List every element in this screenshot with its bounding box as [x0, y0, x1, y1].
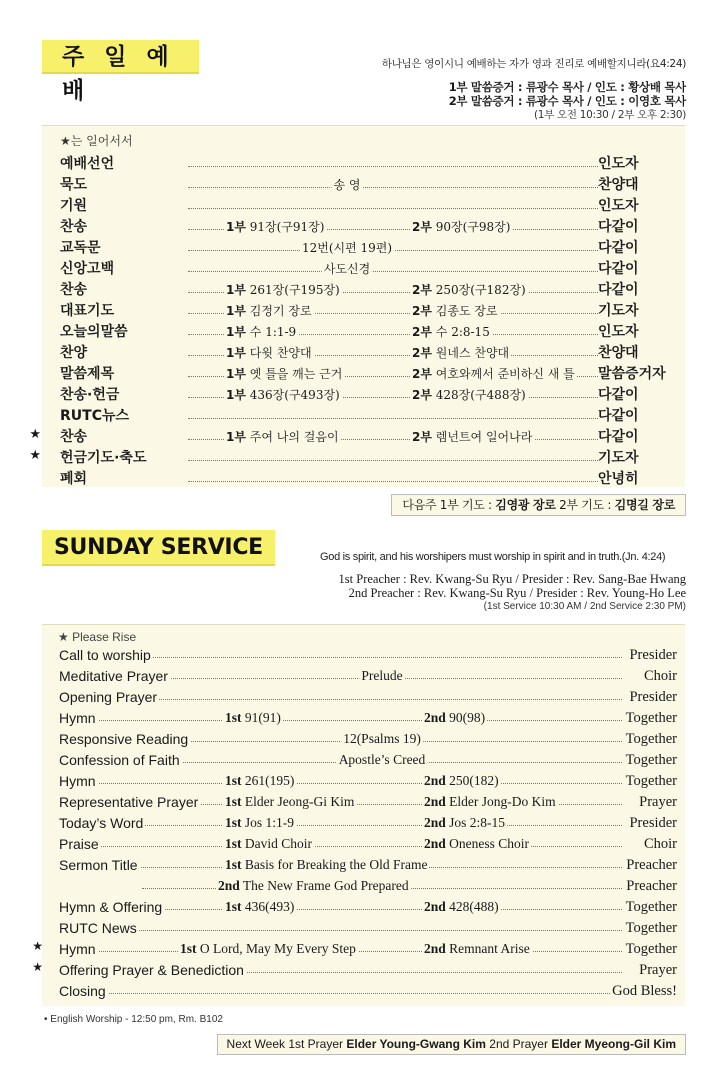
korean-second-service-text: 90장(구98장)	[435, 220, 511, 234]
korean-first-service-detail	[224, 280, 342, 301]
korean-item-label: 교독문	[60, 240, 101, 256]
english-second-service-text: Remnant Arise	[449, 941, 530, 956]
korean-row	[42, 301, 685, 322]
english-rise-note: ★ Please Rise	[58, 630, 137, 644]
english-role-label: Choir	[643, 668, 677, 684]
english-item-label: Hymn	[59, 773, 96, 789]
english-row	[42, 897, 685, 917]
english-first-service-marker: 1st	[225, 710, 242, 725]
korean-preacher-1: 1부 말씀증거 : 류광수 목사 / 인도 : 황상배 목사	[448, 80, 686, 94]
korean-role-label: 다같이	[598, 408, 639, 424]
korean-second-service-marker: 2부	[412, 346, 432, 360]
korean-row	[42, 196, 685, 217]
korean-row	[42, 385, 685, 406]
korean-leader-line	[188, 208, 598, 209]
english-second-service-text: Elder Jong-Do Kim	[449, 794, 556, 809]
korean-item-label: 대표기도	[60, 303, 115, 319]
korean-row	[42, 154, 685, 175]
korean-item-label: 묵도	[60, 177, 88, 193]
korean-role-label: 인도자	[598, 324, 639, 340]
korean-second-service-text: 원네스 찬양대	[435, 346, 510, 360]
korean-item-label: RUTC뉴스	[60, 408, 130, 424]
english-first-service-detail	[223, 834, 314, 854]
korean-second-service-marker: 2부	[412, 325, 432, 339]
english-second-service-detail	[422, 897, 501, 917]
korean-second-service-detail	[410, 343, 511, 364]
english-item-detail: Apostle’s Creed	[337, 750, 428, 770]
english-item-label: Hymn	[59, 710, 96, 726]
korean-second-service-detail	[410, 322, 492, 343]
english-first-service-text: Jos 1:1-9	[244, 815, 295, 830]
english-second-service-detail	[422, 939, 532, 959]
english-first-service-text: 436(493)	[244, 899, 295, 914]
english-first-service-detail	[223, 813, 296, 833]
english-first-service-marker: 1st	[225, 857, 242, 872]
english-role-label: Prayer	[639, 794, 677, 810]
korean-leader-line	[188, 166, 598, 167]
korean-role-label: 기도자	[598, 303, 639, 319]
korean-rise-note: ★는 일어서서	[60, 134, 133, 148]
english-row	[42, 981, 685, 1001]
english-second-service-text: Jos 2:8-15	[449, 815, 506, 830]
korean-role-label: 기도자	[598, 450, 639, 466]
korean-second-service-marker: 2부	[412, 283, 432, 297]
korean-rise-star: ★	[29, 427, 41, 442]
english-row	[42, 834, 685, 854]
english-row	[42, 813, 685, 833]
english-row	[42, 855, 685, 875]
korean-next-week-prefix: 다음주 1부 기도 :	[402, 498, 496, 512]
english-next-week-elder-1: Elder Young-Gwang Kim	[346, 1037, 486, 1051]
english-second-service-text: 428(488)	[449, 899, 499, 914]
korean-item-label: 신앙고백	[60, 261, 115, 277]
korean-first-service-detail	[224, 217, 326, 238]
english-leader-line	[57, 930, 622, 931]
korean-verse: 하나님은 영이시니 예배하는 자가 영과 진리로 예배할지니라(요4:24)	[381, 58, 686, 70]
english-second-service-text: 250(182)	[449, 773, 499, 788]
korean-row	[29, 427, 685, 448]
korean-first-service-detail	[224, 385, 342, 406]
korean-role-label: 다같이	[598, 219, 639, 235]
english-order-of-service	[32, 624, 685, 1006]
english-first-service-text: Elder Jeong-Gi Kim	[244, 794, 355, 809]
korean-second-service-text: 렘넌트여 일어나라	[435, 430, 533, 444]
english-first-service-marker: 1st	[225, 794, 242, 809]
english-row	[32, 960, 685, 980]
english-next-week-prayer	[217, 1034, 686, 1055]
english-role-label: Together	[625, 941, 677, 957]
english-first-service-detail	[223, 771, 296, 791]
english-row	[42, 645, 685, 665]
korean-second-service-detail	[410, 301, 500, 322]
korean-second-service-detail	[410, 364, 577, 385]
korean-first-service-marker: 1부	[226, 430, 246, 444]
korean-item-label: 찬송	[60, 282, 88, 298]
english-second-service-detail	[422, 771, 501, 791]
english-first-service-marker: 1st	[225, 773, 242, 788]
korean-role-label: 인도자	[598, 156, 639, 172]
english-second-service-marker: 2nd	[424, 899, 446, 914]
english-item-label: Opening Prayer	[59, 689, 158, 705]
english-row	[42, 687, 685, 707]
korean-second-service-marker: 2부	[412, 430, 432, 444]
english-first-service-marker: 1st	[225, 815, 242, 830]
english-second-service-marker: 2nd	[424, 773, 446, 788]
korean-item-detail: 사도신경	[322, 259, 372, 280]
korean-first-service-detail	[224, 301, 314, 322]
english-second-service-marker: 2nd	[424, 794, 446, 809]
korean-first-service-marker: 1부	[226, 325, 246, 339]
korean-first-service-detail	[224, 343, 314, 364]
english-preacher-1: 1st Preacher : Rev. Kwang-Su Ryu / Presider : Rev. Sang-Bae Hwang	[338, 572, 686, 586]
english-item-label: Praise	[59, 836, 99, 852]
english-item-label: Hymn & Offering	[59, 899, 163, 915]
english-worship-note: • English Worship - 12:50 pm, Rm. B102	[44, 1014, 223, 1025]
korean-item-label: 찬송	[60, 219, 88, 235]
english-role-label: Presider	[629, 815, 677, 831]
english-verse: God is spirit, and his worshipers must worship in spirit and in truth.(Jn. 4:24)	[320, 551, 666, 563]
korean-first-service-text: 옛 틀을 깨는 근거	[249, 367, 343, 381]
korean-second-service-detail	[410, 217, 512, 238]
english-service-times: (1st Service 10:30 AM / 2nd Service 2:30 PM)	[483, 601, 686, 612]
english-role-label: Together	[625, 773, 677, 789]
korean-role-label: 다같이	[598, 429, 639, 445]
korean-next-week-elder-2: 김명길 장로	[614, 498, 675, 512]
english-first-service-text: O Lord, May My Every Step	[199, 941, 356, 956]
korean-row	[42, 280, 685, 301]
english-row	[42, 771, 685, 791]
korean-service-times: (1부 오전 10:30 / 2부 오후 2:30)	[533, 109, 686, 121]
korean-first-service-marker: 1부	[226, 388, 246, 402]
korean-second-service-text: 250장(구182장)	[435, 283, 526, 297]
english-next-week-prefix: Next Week 1st Prayer	[226, 1037, 347, 1051]
english-first-service-detail	[223, 897, 296, 917]
english-role-label: God Bless!	[612, 983, 677, 999]
english-second-service-text: 90(98)	[449, 710, 486, 725]
korean-role-label: 다같이	[598, 240, 639, 256]
english-row	[42, 918, 685, 938]
korean-first-service-marker: 1부	[226, 220, 246, 234]
korean-first-service-text: 91장(구91장)	[249, 220, 325, 234]
korean-item-label: 찬송	[60, 429, 88, 445]
korean-leader-line	[188, 481, 598, 482]
english-item-label: Today’s Word	[59, 815, 144, 831]
english-row	[42, 666, 685, 686]
english-first-service-text: 91(91)	[244, 710, 281, 725]
english-row	[42, 876, 685, 896]
english-item-label: Representative Prayer	[59, 794, 199, 810]
korean-preachers	[449, 80, 686, 122]
english-second-service-marker: 2nd	[424, 941, 446, 956]
english-first-service-detail	[178, 939, 358, 959]
korean-row	[29, 448, 685, 469]
korean-second-service-marker: 2부	[412, 388, 432, 402]
english-row	[42, 750, 685, 770]
korean-leader-line	[188, 460, 598, 461]
korean-second-service-marker: 2부	[412, 220, 432, 234]
korean-row	[42, 364, 685, 385]
korean-item-detail: 12번(시편 19편)	[300, 238, 394, 259]
korean-item-label: 기원	[60, 198, 88, 214]
korean-row	[42, 406, 685, 427]
korean-first-service-detail	[224, 322, 298, 343]
korean-item-detail: 송 영	[332, 175, 363, 196]
korean-second-service-detail	[410, 427, 534, 448]
korean-row	[42, 343, 685, 364]
korean-role-label: 다같이	[598, 282, 639, 298]
english-role-label: Together	[625, 899, 677, 915]
korean-first-service-text: 주여 나의 걸음이	[249, 430, 339, 444]
korean-second-service-marker: 2부	[412, 304, 432, 318]
english-service-title: SUNDAY SERVICE	[42, 530, 275, 566]
english-item-label: Sermon Title	[59, 857, 138, 873]
english-first-service-marker: 1st	[225, 836, 242, 851]
english-first-service-text: The New Frame God Prepared	[242, 878, 409, 893]
korean-first-service-text: 김정기 장로	[249, 304, 312, 318]
korean-second-service-detail	[410, 385, 528, 406]
english-first-service-marker: 1st	[225, 899, 242, 914]
english-second-service-marker: 2nd	[424, 710, 446, 725]
english-row	[32, 939, 685, 959]
english-preachers	[339, 572, 686, 614]
korean-order-of-service	[29, 125, 685, 487]
korean-first-service-text: 다윗 찬양대	[249, 346, 312, 360]
english-second-service-marker: 2nd	[424, 815, 446, 830]
korean-second-service-text: 수 2:8-15	[435, 325, 490, 339]
korean-second-service-text: 김종도 장로	[435, 304, 498, 318]
english-first-service-text: 261(195)	[244, 773, 295, 788]
english-item-detail: Prelude	[359, 666, 404, 686]
english-role-label: Prayer	[639, 962, 677, 978]
english-next-week-elder-2: Elder Myeong-Gil Kim	[551, 1037, 676, 1051]
korean-first-service-marker: 1부	[226, 367, 246, 381]
english-first-service-detail	[216, 876, 411, 896]
korean-role-label: 찬양대	[598, 177, 639, 193]
korean-first-service-marker: 1부	[226, 283, 246, 297]
english-second-service-detail	[422, 708, 487, 728]
korean-first-service-text: 수 1:1-9	[249, 325, 297, 339]
korean-role-label: 안녕히	[598, 471, 639, 487]
english-role-label: Preacher	[626, 857, 677, 873]
korean-role-label: 인도자	[598, 198, 639, 214]
korean-next-week-prayer	[391, 494, 686, 516]
korean-first-service-marker: 1부	[226, 304, 246, 318]
korean-second-service-text: 여호와께서 준비하신 새 틀	[435, 367, 575, 381]
english-item-label: Closing	[59, 983, 106, 999]
english-leader-line	[57, 783, 622, 784]
korean-row	[42, 175, 685, 196]
english-row	[42, 729, 685, 749]
korean-row	[42, 469, 685, 490]
korean-row	[42, 259, 685, 280]
english-second-service-text: Oneness Choir	[449, 836, 530, 851]
english-role-label: Together	[625, 920, 677, 936]
english-item-label: Call to worship	[59, 647, 151, 663]
korean-role-label: 다같이	[598, 387, 639, 403]
english-first-service-marker: 2nd	[218, 878, 240, 893]
korean-item-label: 예배선언	[60, 156, 115, 172]
english-leader-line	[57, 846, 622, 847]
korean-first-service-text: 436장(구493장)	[249, 388, 340, 402]
korean-first-service-text: 261장(구195장)	[249, 283, 340, 297]
korean-next-week-elder-1: 김영광 장로	[495, 498, 556, 512]
korean-leader-line	[188, 271, 598, 272]
english-second-service-detail	[422, 792, 558, 812]
korean-leader-line	[188, 418, 598, 419]
korean-item-label: 헌금기도·축도	[60, 450, 147, 466]
english-role-label: Together	[625, 731, 677, 747]
english-item-label: Offering Prayer & Benediction	[59, 962, 244, 978]
english-rise-star: ★	[32, 939, 43, 953]
korean-rise-star: ★	[29, 448, 41, 463]
korean-preacher-2: 2부 말씀증거 : 류광수 목사 / 인도 : 이영호 목사	[448, 94, 686, 108]
english-item-label: Meditative Prayer	[59, 668, 168, 684]
english-leader-line	[57, 720, 622, 721]
korean-second-service-marker: 2부	[412, 367, 432, 381]
english-second-service-detail	[422, 813, 507, 833]
english-role-label: Together	[625, 752, 677, 768]
english-next-week-mid: 2nd Prayer	[485, 1037, 552, 1051]
english-first-service-text: David Choir	[244, 836, 312, 851]
english-first-service-detail	[223, 708, 283, 728]
english-row	[42, 708, 685, 728]
english-first-service-detail	[223, 792, 356, 812]
korean-service-title: 주 일 예 배	[42, 40, 199, 74]
english-role-label: Preacher	[626, 878, 677, 894]
english-preacher-2: 2nd Preacher : Rev. Kwang-Su Ryu / Presider : Rev. Young-Ho Lee	[348, 586, 686, 600]
korean-second-service-detail	[410, 280, 528, 301]
korean-item-label: 폐회	[60, 471, 88, 487]
english-first-service-marker: 1st	[180, 941, 197, 956]
korean-first-service-detail	[224, 364, 344, 385]
english-leader-line	[57, 993, 622, 994]
english-item-label: Responsive Reading	[59, 731, 189, 747]
korean-row	[42, 238, 685, 259]
korean-first-service-marker: 1부	[226, 346, 246, 360]
korean-leader-line	[188, 187, 598, 188]
korean-next-week-mid: 2부 기도 :	[555, 498, 615, 512]
english-role-label: Choir	[643, 836, 677, 852]
korean-role-label: 말씀증거자	[598, 366, 666, 382]
english-item-detail: 12(Psalms 19)	[341, 729, 423, 749]
english-item-label: Confession of Faith	[59, 752, 180, 768]
english-first-service-detail	[223, 855, 429, 875]
korean-second-service-text: 428장(구488장)	[435, 388, 526, 402]
korean-item-label: 찬양	[60, 345, 88, 361]
english-role-label: Together	[625, 710, 677, 726]
korean-role-label: 찬양대	[598, 345, 639, 361]
korean-item-label: 말씀제목	[60, 366, 115, 382]
english-role-label: Presider	[629, 647, 677, 663]
korean-role-label: 다같이	[598, 261, 639, 277]
korean-item-label: 오늘의말씀	[60, 324, 128, 340]
english-first-service-text: Basis for Breaking the Old Frame	[244, 857, 428, 872]
english-rise-star: ★	[32, 960, 43, 974]
english-second-service-marker: 2nd	[424, 836, 446, 851]
korean-item-label: 찬송·헌금	[60, 387, 120, 403]
english-second-service-detail	[422, 834, 531, 854]
korean-row	[42, 322, 685, 343]
english-item-label: Hymn	[59, 941, 96, 957]
korean-first-service-detail	[224, 427, 341, 448]
korean-row	[42, 217, 685, 238]
english-item-label: RUTC News	[59, 920, 137, 936]
english-role-label: Presider	[629, 689, 677, 705]
english-row	[42, 792, 685, 812]
